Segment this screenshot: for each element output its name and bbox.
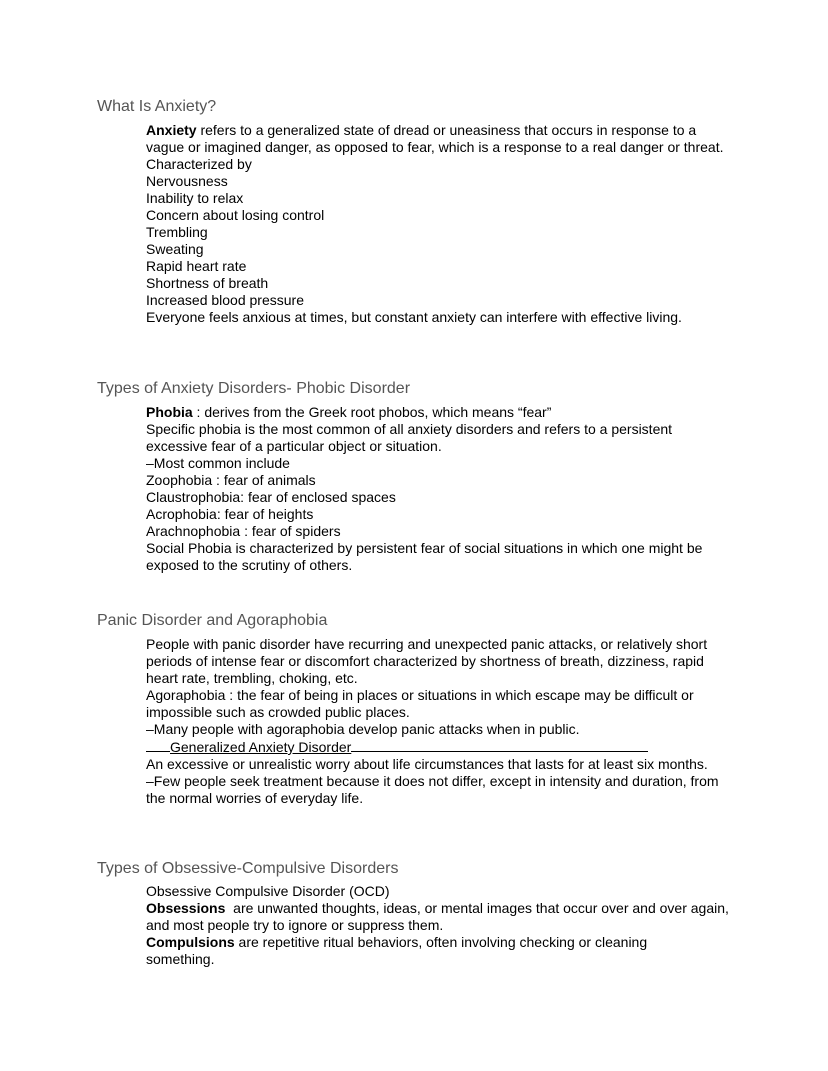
term-obsessions: Obsessions [146,900,226,916]
list-item: Inability to relax [146,190,244,206]
list-item: Trembling [146,224,208,240]
list-item: Nervousness [146,173,228,189]
definition-text: refers to a generalized state of dread or uneasiness that occurs in response to a vague or imagined danger, as opposed to fear, which is a response to a real danger or threat. [146,122,724,155]
list-item: Sweating [146,241,204,257]
paragraph [146,934,686,968]
list-item: Characterized by [146,156,252,172]
section-heading-ocd: Types of Obsessive-Compulsive Disorders [97,860,399,877]
paragraph: –Many people with agoraphobia develop panic attacks when in public. [146,721,580,737]
paragraph [146,122,736,156]
list-item: Acrophobia: fear of heights [146,506,314,522]
definition-text: are unwanted thoughts, ideas, or mental images that occur over and over again, and most people try to ignore or suppress them. [146,900,733,933]
list-item: Claustrophobia: fear of enclosed spaces [146,489,396,505]
subheading-text: Generalized Anxiety Disorder [170,739,352,755]
paragraph: Obsessive Compulsive Disorder (OCD) [146,883,390,899]
paragraph: –Few people seek treatment because it does not differ, except in intensity and duration, from the normal worries of everyday life. [146,773,719,806]
section-heading-phobic-disorder: Types of Anxiety Disorders- Phobic Disorder [97,380,411,397]
definition-text: are repetitive ritual behaviors, often involving checking or cleaning something. [146,934,648,967]
underline-blank [146,738,170,752]
list-item: Arachnophobia : fear of spiders [146,523,341,539]
section-body-panic-disorder [146,636,736,807]
section-body-ocd [146,883,736,968]
paragraph: Social Phobia is characterized by persistent fear of social situations in which one might be exposed to the scrutiny of others. [146,540,703,573]
term-anxiety: Anxiety [146,122,197,138]
term-compulsions: Compulsions [146,934,235,950]
list-item: Everyone feels anxious at times, but constant anxiety can interfere with effective living. [146,309,682,325]
paragraph: People with panic disorder have recurring and unexpected panic attacks, or relatively short periods of intense fear or discomfort characterized by shortness of breath, dizziness, rapid heart rate, trembling, choking, etc. [146,636,708,686]
underline-blank [351,738,648,752]
subheading-generalized-anxiety [146,738,736,756]
paragraph: Agoraphobia : the fear of being in places or situations in which escape may be difficult or impossible such as crowded public places. [146,687,694,720]
section-heading-what-is-anxiety: What Is Anxiety? [97,98,217,115]
list-item: Rapid heart rate [146,258,247,274]
paragraph: Specific phobia is the most common of all anxiety disorders and refers to a persistent excessive fear of a particular object or situation. [146,421,673,454]
list-item: Shortness of breath [146,275,269,291]
list-item: Increased blood pressure [146,292,304,308]
paragraph [146,404,721,421]
definition-text: : derives from the Greek root phobos, which means “fear” [192,404,552,420]
section-body-what-is-anxiety [146,122,736,326]
list-item: –Most common include [146,455,290,471]
term-phobia: Phobia [146,404,193,420]
list-item: Concern about losing control [146,207,325,223]
list-item: Zoophobia : fear of animals [146,472,316,488]
section-heading-panic-disorder: Panic Disorder and Agoraphobia [97,612,328,629]
paragraph [146,900,736,934]
paragraph: An excessive or unrealistic worry about life circumstances that lasts for at least six months. [146,756,708,772]
section-body-phobic-disorder [146,404,721,574]
